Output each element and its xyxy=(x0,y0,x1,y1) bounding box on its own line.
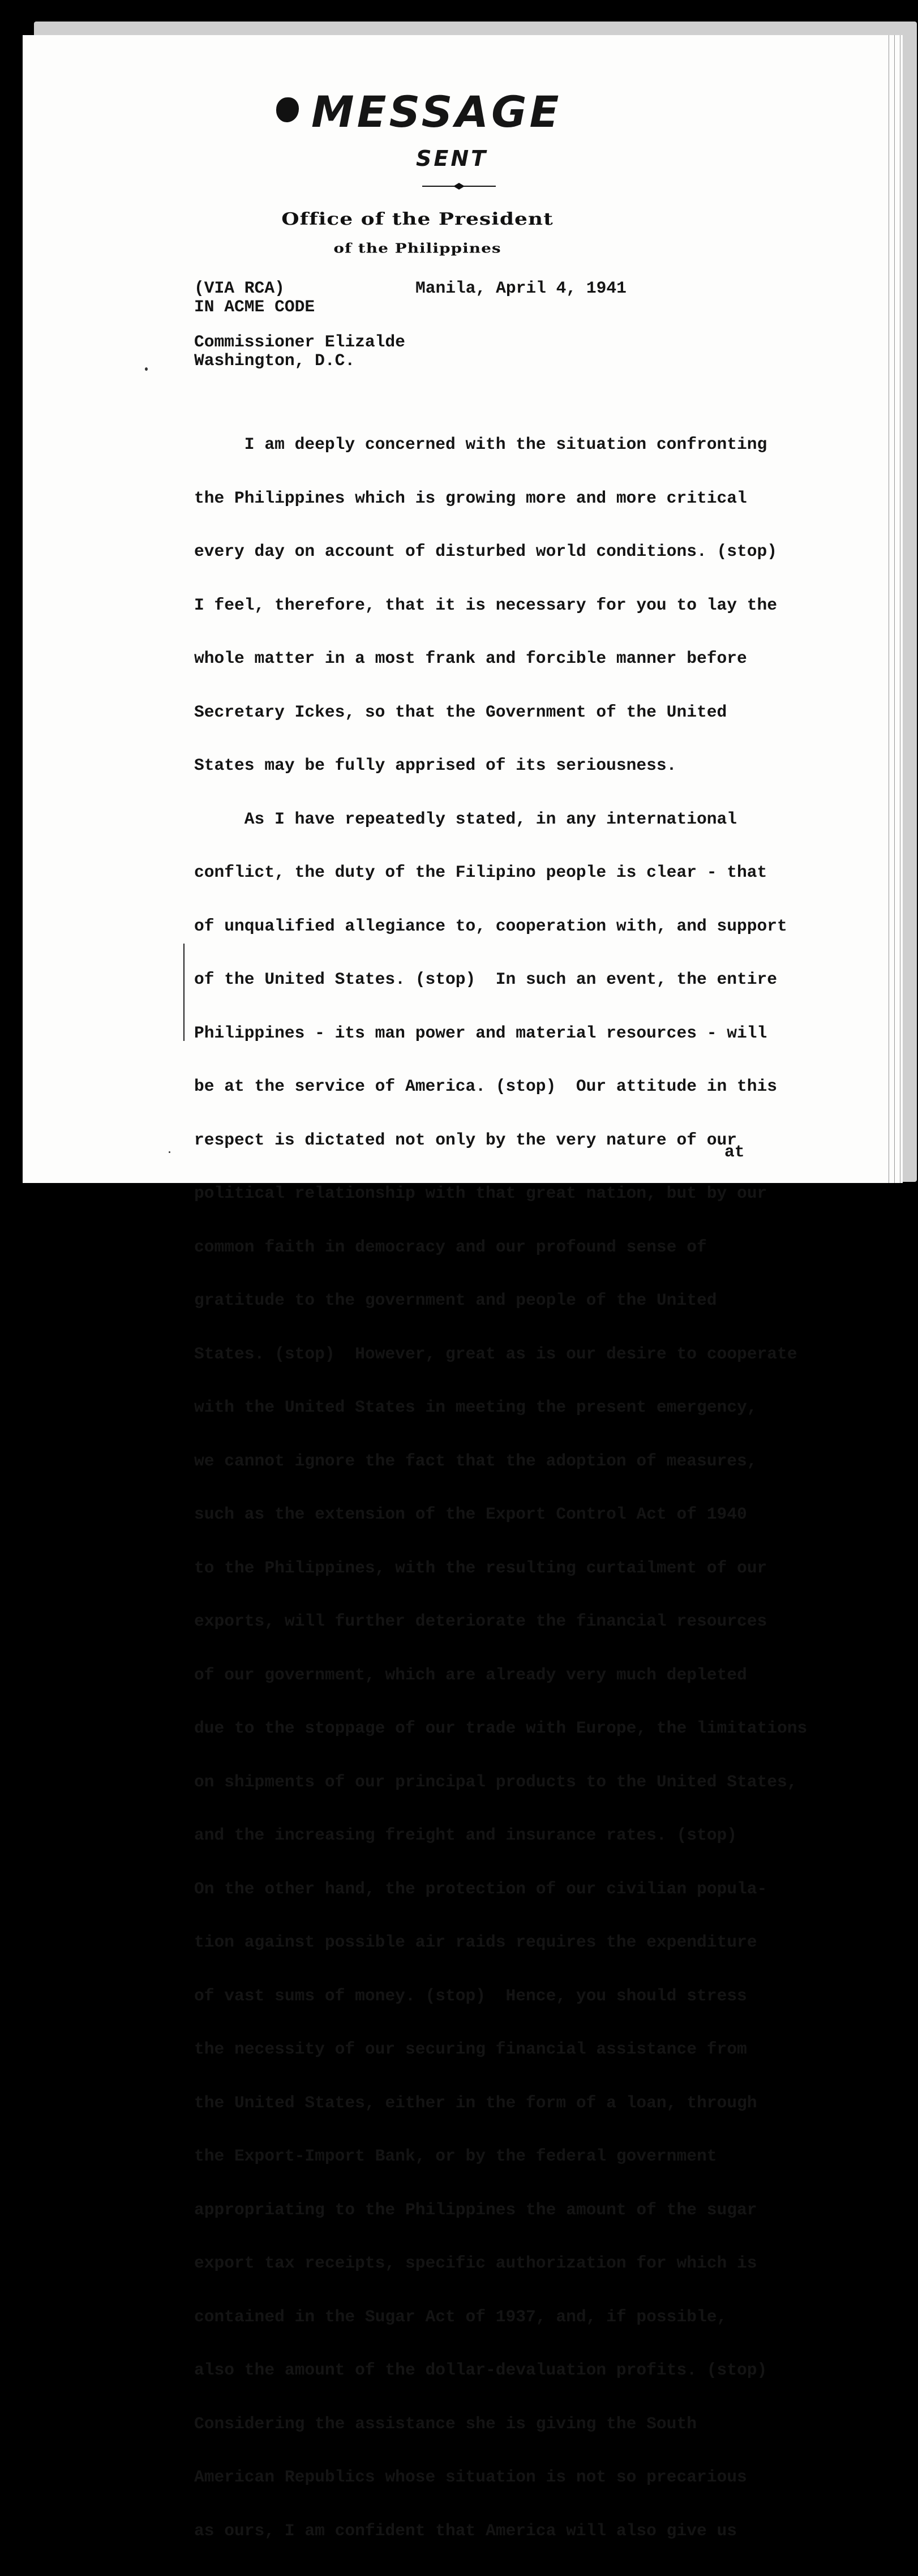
body-line: States. (stop) However, great as is our desire to cooperate xyxy=(194,1344,797,1364)
office-line-2: of the Philippines xyxy=(333,240,501,256)
body-line: as ours, I am confident that America will also give us xyxy=(194,2521,737,2540)
body-line: also the amount of the dollar-devaluation profits. (stop) xyxy=(194,2360,767,2380)
body-line: with the United States in meeting the present emergency, xyxy=(194,1398,757,1417)
body-line: to the Philippines, with the resulting curtailment of our xyxy=(194,1558,767,1578)
body-line: conflict, the duty of the Filipino people is clear - that xyxy=(194,863,767,882)
stacked-page-edges xyxy=(886,35,903,1183)
body-line: export tax receipts, specific authorization for which is xyxy=(194,2253,757,2273)
message-body xyxy=(194,400,807,2575)
body-line: every day on account of disturbed world conditions. (stop) xyxy=(194,542,778,561)
body-line: the United States, either in the form of a loan, through xyxy=(194,2093,757,2112)
catchword: at xyxy=(724,1142,745,1161)
body-line: States may be fully apprised of its seriousness. xyxy=(194,756,677,775)
body-line: the Philippines which is growing more and more critical xyxy=(194,488,747,508)
body-line: the Export-Import Bank, or by the federal government xyxy=(194,2146,717,2166)
document-page xyxy=(23,35,903,2540)
body-line: on shipments of our principal products to the United States, xyxy=(194,1772,797,1791)
body-line: we cannot ignore the fact that the adoption of measures, xyxy=(194,1451,757,1471)
body-line: I feel, therefore, that it is necessary for you to lay the xyxy=(194,595,778,615)
letterhead-title: MESSAGE xyxy=(311,87,562,137)
body-line: political relationship with that great nation, but by our xyxy=(194,1184,767,1203)
body-line: As I have repeatedly stated, in any international xyxy=(194,809,737,829)
office-line-1: Office of the President xyxy=(281,209,554,229)
body-line: Considering the assistance she is giving the South xyxy=(194,2414,697,2433)
body-line: and the increasing freight and insurance rates. (stop) xyxy=(194,1825,737,1845)
body-line: tion against possible air raids requires the expenditure xyxy=(194,1932,757,1952)
body-line: I am deeply concerned with the situation confronting xyxy=(194,435,767,454)
body-line: of the United States. (stop) In such an event, the entire xyxy=(194,970,778,989)
body-line: due to the stoppage of our trade with Europe, the limitations xyxy=(194,1718,808,1738)
speck xyxy=(145,367,148,371)
addressee-name: Commissioner Elizalde xyxy=(194,332,405,352)
ink-blot xyxy=(276,97,299,122)
body-line: respect is dictated not only by the very nature of our xyxy=(194,1130,737,1150)
body-line: American Republics whose situation is not so precarious xyxy=(194,2467,747,2487)
speck xyxy=(169,1151,170,1153)
body-line: appropriating to the Philippines the amount of the sugar xyxy=(194,2200,757,2219)
body-line: Philippines - its man power and material resources - will xyxy=(194,1023,767,1043)
margin-mark xyxy=(183,944,185,1041)
body-line: of our government, which are already very much depleted xyxy=(194,1665,747,1685)
body-line: common faith in democracy and our profound sense of xyxy=(194,1237,707,1257)
body-line: such as the extension of the Export Control Act of 1940 xyxy=(194,1505,747,1524)
body-line: of unqualified allegiance to, cooperation with, and support xyxy=(194,916,787,936)
place-date: Manila, April 4, 1941 xyxy=(415,278,627,298)
body-line: the necessity of our securing financial assistance from xyxy=(194,2039,747,2059)
body-line: On the other hand, the protection of our civilian popula- xyxy=(194,1879,767,1898)
code-line: IN ACME CODE xyxy=(194,297,315,316)
body-line: contained in the Sugar Act of 1937, and, if possible, xyxy=(194,2307,727,2326)
body-line: of vast sums of money. (stop) Hence, you should stress xyxy=(194,1986,747,2005)
letterhead-subtitle: SENT xyxy=(416,146,488,171)
body-line: gratitude to the government and people of the United xyxy=(194,1291,717,1310)
body-line: be at the service of America. (stop) Our attitude in this xyxy=(194,1077,778,1096)
addressee-city: Washington, D.C. xyxy=(194,351,355,370)
via-line: (VIA RCA) xyxy=(194,278,285,298)
body-line: whole matter in a most frank and forcible manner before xyxy=(194,649,747,668)
body-line: Secretary Ickes, so that the Government of the United xyxy=(194,702,727,722)
body-line: exports, will further deteriorate the financial resources xyxy=(194,1611,767,1631)
ornament-divider xyxy=(422,182,496,190)
